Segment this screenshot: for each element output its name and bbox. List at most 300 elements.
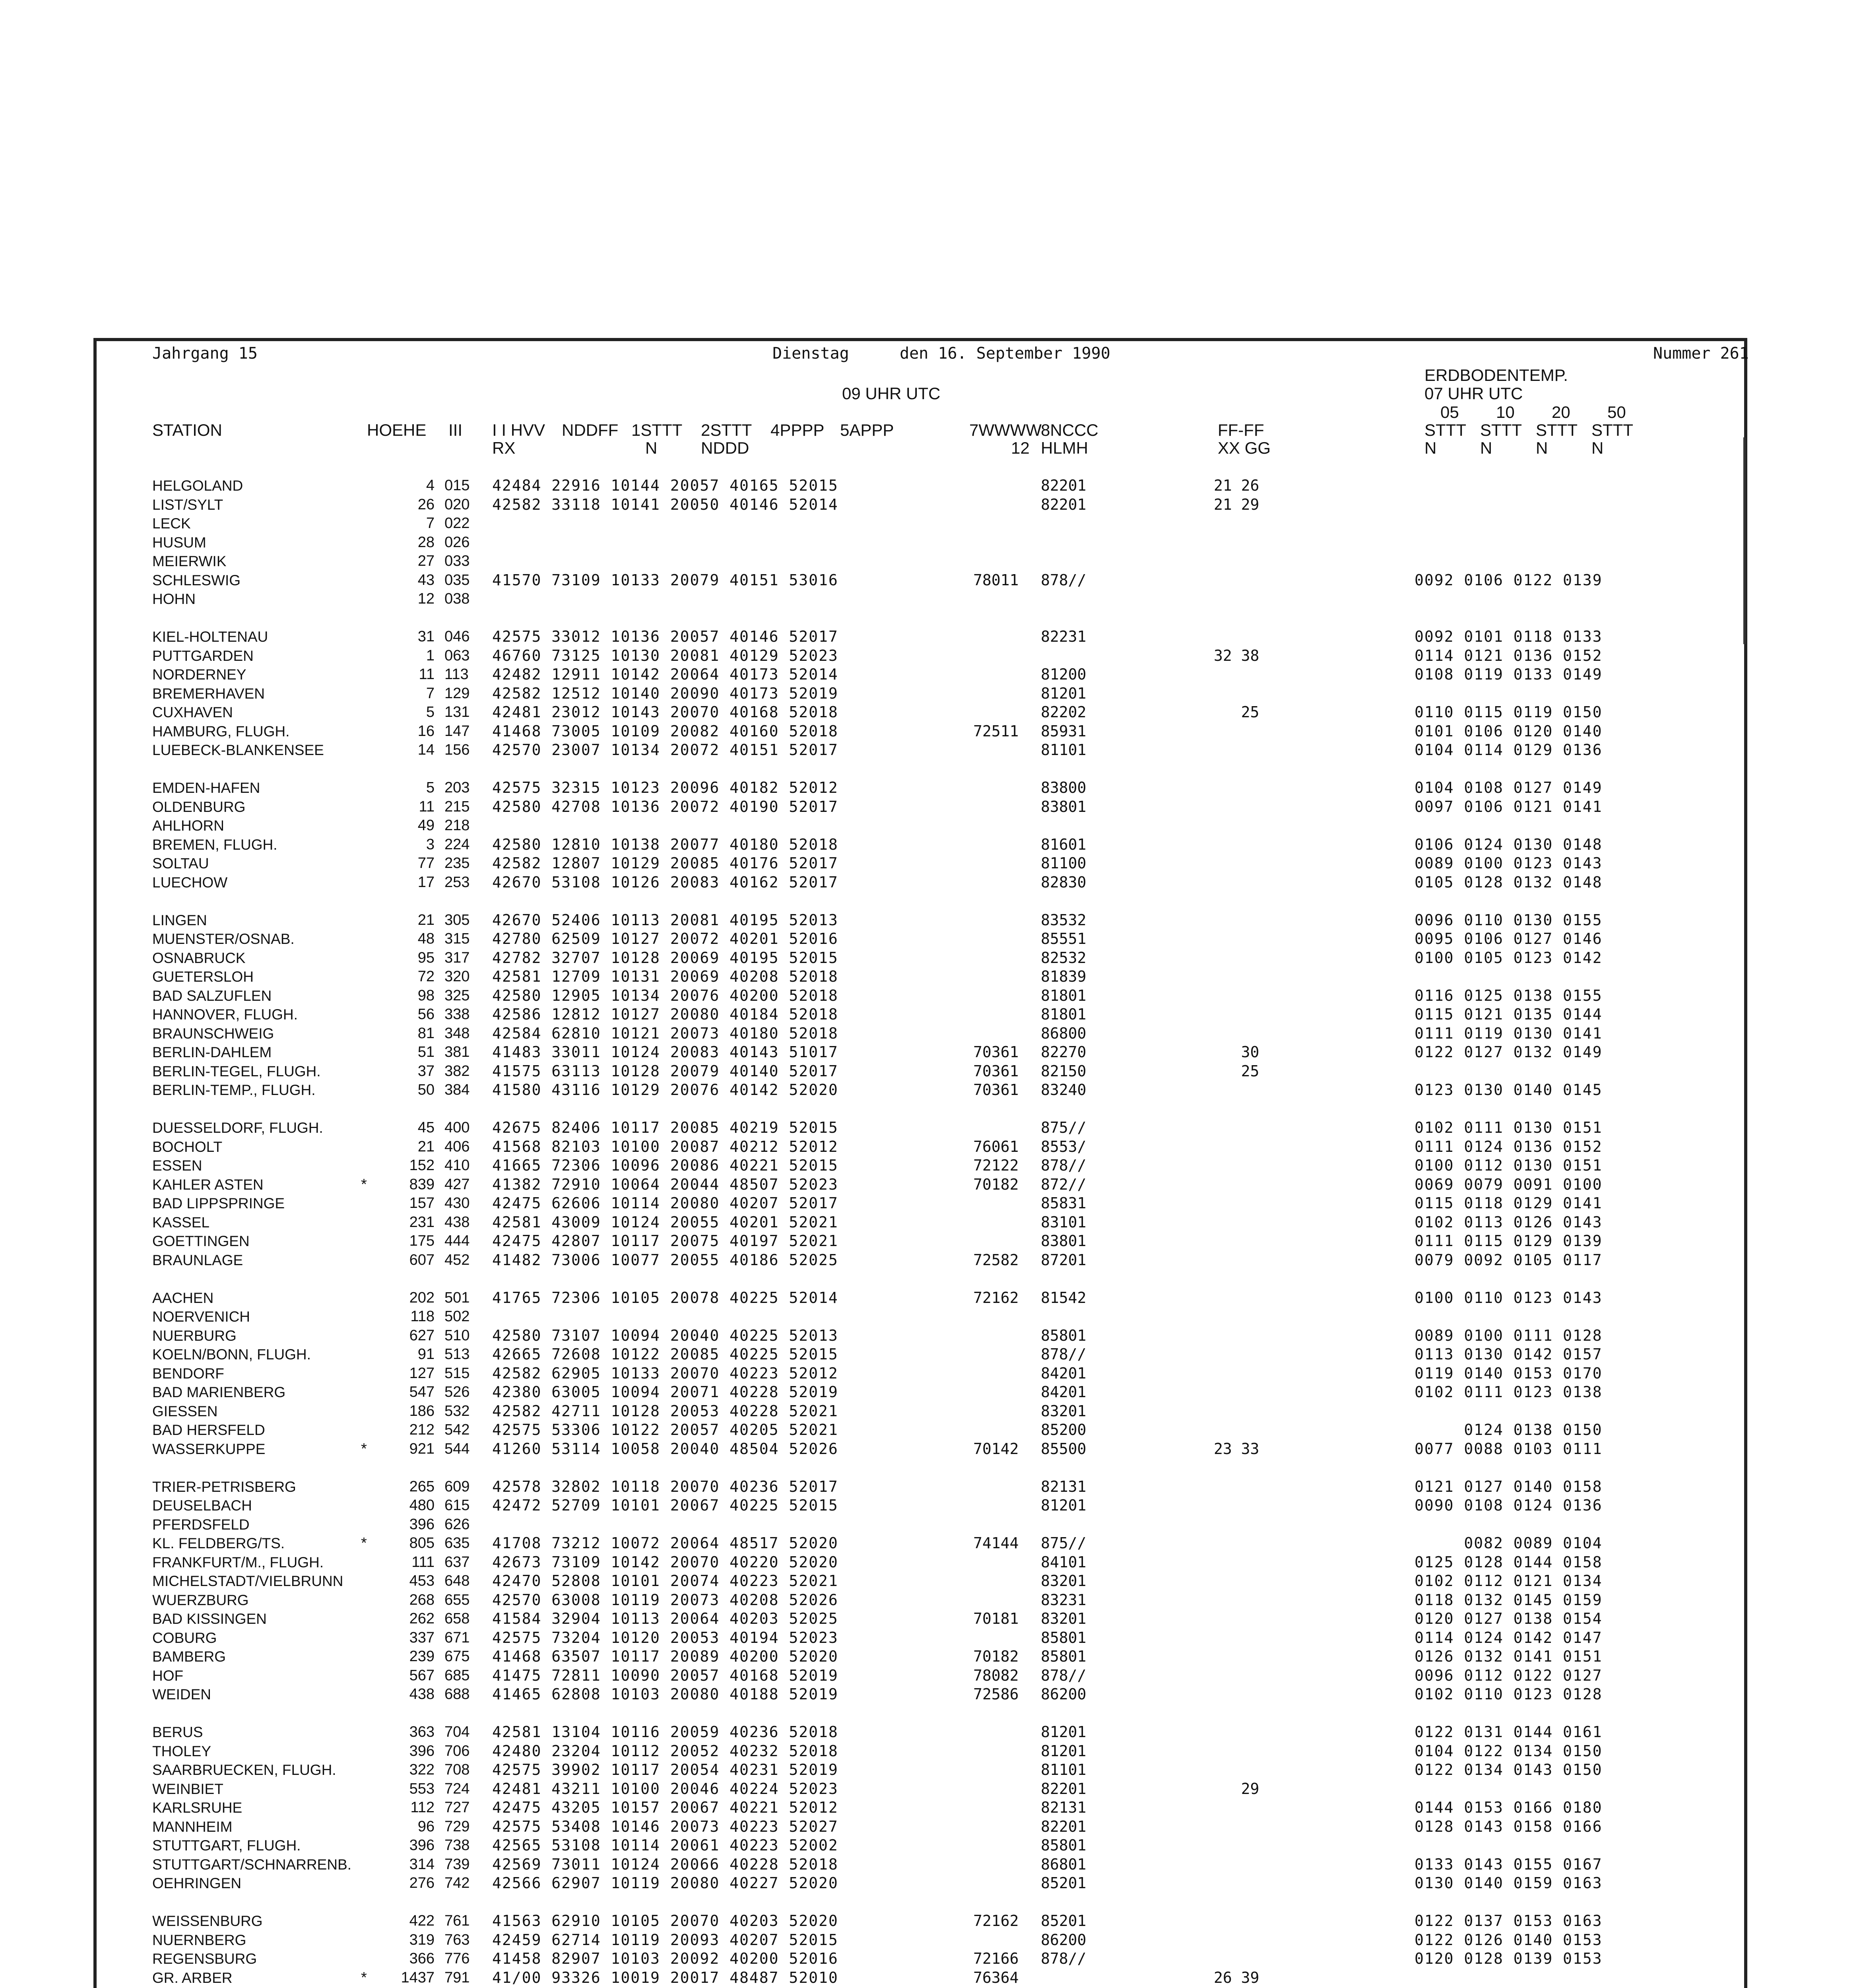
cloud-group: 81200 — [1041, 666, 1087, 683]
date-label: den 16. September 1990 — [900, 344, 1110, 363]
cloud-group: 878// — [1041, 1157, 1087, 1174]
station-name: FRANKFURT/M., FLUGH. — [152, 1554, 324, 1571]
table-row — [97, 1647, 1750, 1666]
weather-group: 72582 — [973, 1251, 1019, 1269]
table-row — [97, 1969, 1750, 1988]
station-name: EMDEN-HAFEN — [152, 780, 260, 796]
station-height: 17 — [417, 874, 435, 891]
station-height: 27 — [417, 553, 435, 569]
weather-group: 72511 — [973, 722, 1019, 740]
station-name: DEUSELBACH — [152, 1497, 252, 1514]
cloud-group: 81542 — [1041, 1289, 1087, 1307]
synop-groups: 42586 12812 10127 20080 40184 52018 — [492, 1006, 838, 1023]
station-index: 406 — [444, 1138, 470, 1155]
station-height: 567 — [409, 1667, 435, 1684]
table-row — [97, 1118, 1750, 1138]
soil-temps: 0114 0124 0142 0147 — [1415, 1629, 1603, 1646]
station-height: 202 — [409, 1289, 435, 1306]
table-row — [97, 1383, 1750, 1402]
station-name: SOLTAU — [152, 855, 209, 872]
weather-group: 72122 — [973, 1157, 1019, 1174]
col-soil-10: STTT — [1480, 421, 1522, 439]
cloud-group: 82201 — [1041, 477, 1087, 494]
station-name: LECK — [152, 515, 191, 532]
station-name: HAMBURG, FLUGH. — [152, 723, 290, 740]
soil-depth-05: 05 — [1440, 403, 1459, 421]
soil-temp-title: ERDBODENTEMP. — [1424, 366, 1568, 384]
synop-groups: 42570 63008 10119 20073 40208 52026 — [492, 1591, 838, 1609]
table-row — [97, 854, 1750, 873]
table-row — [97, 816, 1750, 835]
cloud-group: 82202 — [1041, 703, 1087, 721]
synop-groups: 42570 23007 10134 20072 40151 52017 — [492, 741, 838, 759]
station-name: STUTTGART/SCHNARRENB. — [152, 1856, 351, 1873]
station-index: 046 — [444, 628, 470, 645]
table-row — [97, 665, 1750, 684]
table-row — [97, 1024, 1750, 1043]
table-row — [97, 1421, 1750, 1440]
col-station: STATION — [152, 421, 222, 439]
gust-group: 21 26 — [1214, 477, 1259, 494]
station-index: 131 — [444, 704, 470, 720]
cloud-group: 86800 — [1041, 1024, 1087, 1042]
station-name: AACHEN — [152, 1289, 214, 1306]
synop-groups: 42582 42711 10128 20053 40228 52021 — [492, 1402, 838, 1420]
station-name: GR. ARBER — [152, 1969, 233, 1986]
cloud-group: 84201 — [1041, 1383, 1087, 1401]
soil-temps: 0102 0110 0123 0128 — [1415, 1685, 1603, 1703]
table-row — [97, 1289, 1750, 1308]
weather-group: 70361 — [973, 1081, 1019, 1099]
table-row — [97, 1213, 1750, 1232]
station-name: COBURG — [152, 1629, 217, 1646]
station-height: 51 — [417, 1044, 435, 1060]
station-index: 022 — [444, 515, 470, 532]
station-name: KOELN/BONN, FLUGH. — [152, 1346, 311, 1363]
synop-groups: 42580 12810 10138 20077 40180 52018 — [492, 835, 838, 853]
station-height: 839 — [409, 1176, 435, 1193]
table-row — [97, 1194, 1750, 1213]
table-row — [97, 1138, 1750, 1157]
station-height: 396 — [409, 1742, 435, 1759]
cloud-group: 86200 — [1041, 1685, 1087, 1703]
col-ff: FF-FF — [1218, 421, 1264, 439]
synop-groups: 41468 63507 10117 20089 40200 52020 — [492, 1648, 838, 1665]
col-soil-50: STTT — [1591, 421, 1633, 439]
mountain-marker: * — [361, 1535, 367, 1551]
station-index: 348 — [444, 1025, 470, 1042]
station-height: 5 — [426, 704, 435, 720]
table-row — [97, 1232, 1750, 1251]
station-height: 627 — [409, 1327, 435, 1344]
soil-temps: 0104 0108 0127 0149 — [1415, 779, 1603, 796]
station-height: 186 — [409, 1402, 435, 1419]
synop-groups: 42582 12512 10140 20090 40173 52019 — [492, 684, 838, 702]
station-height: 921 — [409, 1440, 435, 1457]
soil-depth-10: 10 — [1496, 403, 1515, 421]
station-name: BAD HERSFELD — [152, 1422, 265, 1438]
table-row — [97, 967, 1750, 986]
synop-groups: 42580 12905 10134 20076 40200 52018 — [492, 986, 838, 1004]
station-name: WASSERKUPPE — [152, 1441, 266, 1457]
soil-temps: 0102 0111 0123 0138 — [1415, 1383, 1603, 1401]
gust-group: 25 — [1214, 703, 1259, 721]
soil-temps: 0144 0153 0166 0180 — [1415, 1799, 1603, 1816]
cloud-group: 878// — [1041, 1666, 1087, 1684]
station-rows — [97, 476, 1750, 1988]
synop-groups: 41483 33011 10124 20083 40143 51017 — [492, 1043, 838, 1061]
station-index: 502 — [444, 1308, 470, 1325]
station-index: 738 — [444, 1837, 470, 1854]
col-1sttt-sub: N — [645, 439, 658, 457]
synop-groups: 42475 42807 10117 20075 40197 52021 — [492, 1232, 838, 1250]
cloud-group: 81601 — [1041, 835, 1087, 853]
station-index: 776 — [444, 1950, 470, 1967]
station-index: 763 — [444, 1931, 470, 1948]
soil-temps: 0113 0130 0142 0157 — [1415, 1345, 1603, 1363]
station-height: 319 — [409, 1931, 435, 1948]
soil-temps: 0102 0111 0130 0151 — [1415, 1119, 1603, 1136]
station-height: 14 — [417, 742, 435, 758]
synop-groups: 42566 62907 10119 20080 40227 52020 — [492, 1874, 838, 1892]
station-name: BRAUNSCHWEIG — [152, 1025, 274, 1042]
synop-groups: 42584 62810 10121 20073 40180 52018 — [492, 1024, 838, 1042]
synop-groups: 41482 73006 10077 20055 40186 52025 — [492, 1251, 838, 1269]
station-index: 615 — [444, 1497, 470, 1514]
station-index: 739 — [444, 1856, 470, 1873]
station-name: NUERNBERG — [152, 1932, 246, 1948]
station-name: KIEL-HOLTENAU — [152, 629, 268, 645]
table-row — [97, 1062, 1750, 1081]
col-soil-20-sub: N — [1536, 439, 1548, 457]
station-height: 43 — [417, 571, 435, 588]
col-nddff: NDDFF — [562, 421, 619, 439]
station-height: 3 — [426, 836, 435, 853]
station-height: 265 — [409, 1478, 435, 1495]
station-index: 382 — [444, 1062, 470, 1079]
gust-group: 21 29 — [1214, 495, 1259, 513]
station-index: 015 — [444, 477, 470, 494]
synop-groups: 42575 32315 10123 20096 40182 52012 — [492, 779, 838, 796]
weather-group: 70361 — [973, 1043, 1019, 1061]
table-row — [97, 1496, 1750, 1515]
station-name: PUTTGARDEN — [152, 647, 254, 664]
table-row — [97, 646, 1750, 666]
soil-temps: 0122 0126 0140 0153 — [1415, 1931, 1603, 1949]
synop-groups: 42580 73107 10094 20040 40225 52013 — [492, 1326, 838, 1344]
synop-groups: 42581 12709 10131 20069 40208 52018 — [492, 968, 838, 985]
station-name: WUERZBURG — [152, 1592, 249, 1608]
table-row — [97, 1931, 1750, 1950]
station-height: 111 — [411, 1553, 435, 1571]
table-row — [97, 1307, 1750, 1326]
cloud-group: 81101 — [1041, 741, 1087, 759]
station-name: LIST/SYLT — [152, 496, 223, 513]
station-index: 215 — [444, 798, 470, 815]
cloud-group: 83201 — [1041, 1572, 1087, 1590]
soil-temps: 0121 0127 0140 0158 — [1415, 1477, 1603, 1495]
soil-temps: 0122 0127 0132 0149 — [1415, 1043, 1603, 1061]
col-7wwww-sub: 12 — [1011, 439, 1030, 457]
soil-temps: 0089 0100 0111 0128 — [1415, 1326, 1603, 1344]
cloud-group: 85201 — [1041, 1912, 1087, 1930]
table-row — [97, 741, 1750, 760]
station-name: LINGEN — [152, 912, 207, 928]
station-index: 685 — [444, 1667, 470, 1684]
station-index: 704 — [444, 1724, 470, 1740]
synop-groups: 41580 43116 10129 20076 40142 52020 — [492, 1081, 838, 1099]
soil-temps: 0090 0108 0124 0136 — [1415, 1497, 1603, 1514]
station-height: 480 — [409, 1497, 435, 1514]
station-name: BENDORF — [152, 1365, 224, 1382]
cloud-group: 81801 — [1041, 986, 1087, 1004]
cloud-group: 83231 — [1041, 1591, 1087, 1609]
table-row — [97, 835, 1750, 854]
soil-temps: 0122 0137 0153 0163 — [1415, 1912, 1603, 1930]
station-index: 430 — [444, 1195, 470, 1211]
synop-groups: 42575 53306 10122 20057 40205 52021 — [492, 1421, 838, 1439]
soil-temps: 0069 0079 0091 0100 — [1415, 1175, 1603, 1193]
col-ff-sub: XX GG — [1218, 439, 1271, 457]
station-name: HANNOVER, FLUGH. — [152, 1006, 298, 1023]
soil-temps: 0104 0122 0134 0150 — [1415, 1742, 1603, 1760]
soil-temps: 0102 0112 0121 0134 — [1415, 1572, 1603, 1590]
station-index: 224 — [444, 836, 470, 853]
station-height: 7 — [426, 515, 435, 532]
synop-groups: 42582 12807 10129 20085 40176 52017 — [492, 854, 838, 872]
soil-depth-50: 50 — [1607, 403, 1626, 421]
table-row — [97, 571, 1750, 590]
table-row — [97, 1553, 1750, 1572]
soil-temps: 0116 0125 0138 0155 — [1415, 986, 1603, 1004]
station-height: 175 — [409, 1233, 435, 1249]
station-name: NOERVENICH — [152, 1309, 250, 1325]
station-name: ESSEN — [152, 1157, 202, 1174]
cloud-group: 83801 — [1041, 798, 1087, 815]
soil-temps: 0125 0128 0144 0158 — [1415, 1553, 1603, 1571]
soil-temps: 0108 0119 0133 0149 — [1415, 666, 1603, 683]
station-index: 671 — [444, 1629, 470, 1646]
cloud-group: 82150 — [1041, 1062, 1087, 1080]
station-height: 805 — [409, 1535, 435, 1551]
station-name: OLDENBURG — [152, 798, 246, 815]
weather-group: 74144 — [973, 1534, 1019, 1552]
table-row — [97, 1855, 1750, 1874]
station-height: 127 — [409, 1365, 435, 1382]
right-rule — [1743, 437, 1746, 644]
station-name: HOF — [152, 1667, 184, 1684]
cloud-group: 85801 — [1041, 1837, 1087, 1854]
cloud-group: 81801 — [1041, 1006, 1087, 1023]
station-height: 72 — [417, 968, 435, 985]
col-soil-10-sub: N — [1480, 439, 1492, 457]
synop-groups: 42459 62714 10119 20093 40207 52015 — [492, 1931, 838, 1949]
table-row — [97, 779, 1750, 798]
table-row — [97, 1345, 1750, 1364]
synop-groups: 41382 72910 10064 20044 48507 52023 — [492, 1175, 838, 1193]
col-ihvv: I I HVV — [492, 421, 545, 439]
station-name: WEISSENBURG — [152, 1913, 263, 1929]
cloud-group: 85801 — [1041, 1629, 1087, 1646]
cloud-group: 81101 — [1041, 1761, 1087, 1778]
weather-group: 70182 — [973, 1648, 1019, 1665]
cloud-group: 83101 — [1041, 1213, 1087, 1231]
station-index: 384 — [444, 1081, 470, 1098]
station-height: 5 — [426, 779, 435, 796]
station-height: 322 — [409, 1761, 435, 1778]
soil-temps: 0114 0121 0136 0152 — [1415, 646, 1603, 664]
station-name: WEIDEN — [152, 1686, 211, 1703]
row-spacer — [97, 892, 1750, 911]
soil-temps: 0097 0106 0121 0141 — [1415, 798, 1603, 815]
cloud-group: 82830 — [1041, 873, 1087, 891]
station-height: 28 — [417, 534, 435, 551]
station-index: 317 — [444, 949, 470, 966]
station-height: 337 — [409, 1629, 435, 1646]
station-name: KL. FELDBERG/TS. — [152, 1535, 285, 1551]
station-index: 147 — [444, 722, 470, 740]
synop-groups: 41465 62808 10103 20080 40188 52019 — [492, 1685, 838, 1703]
table-row — [97, 1780, 1750, 1799]
cloud-group: 81839 — [1041, 968, 1087, 985]
col-soil-50-sub: N — [1591, 439, 1604, 457]
col-7wwww: 7WWWW — [969, 421, 1042, 439]
station-height: 49 — [417, 817, 435, 834]
table-row — [97, 1742, 1750, 1761]
station-index: 305 — [444, 911, 470, 928]
synop-groups: 42575 53408 10146 20073 40223 52027 — [492, 1817, 838, 1835]
cloud-group: 87201 — [1041, 1251, 1087, 1269]
station-height: 16 — [417, 722, 435, 740]
soil-temps: 0082 0089 0104 — [1415, 1534, 1603, 1552]
synop-groups: 41260 53114 10058 20040 48504 52026 — [492, 1440, 838, 1458]
soil-temps: 0102 0113 0126 0143 — [1415, 1213, 1603, 1231]
synop-groups: 42578 32802 10118 20070 40236 52017 — [492, 1477, 838, 1495]
station-index: 510 — [444, 1327, 470, 1344]
column-headers — [97, 365, 1750, 468]
soil-temps: 0119 0140 0153 0170 — [1415, 1364, 1603, 1382]
synop-groups: 42575 33012 10136 20057 40146 52017 — [492, 628, 838, 645]
station-index: 513 — [444, 1346, 470, 1363]
weather-group: 78082 — [973, 1666, 1019, 1684]
station-name: BAD LIPPSPRINGE — [152, 1195, 285, 1211]
station-index: 156 — [444, 742, 470, 758]
weather-group: 78011 — [973, 571, 1019, 589]
table-row — [97, 1817, 1750, 1837]
table-row — [97, 1609, 1750, 1629]
station-height: 31 — [417, 628, 435, 645]
station-name: KASSEL — [152, 1214, 210, 1231]
station-index: 203 — [444, 779, 470, 796]
station-height: 7 — [426, 685, 435, 702]
day-label: Dienstag — [772, 344, 849, 363]
table-row — [97, 1836, 1750, 1855]
cloud-group: 878// — [1041, 1345, 1087, 1363]
synop-groups: 42475 62606 10114 20080 40207 52017 — [492, 1194, 838, 1212]
soil-temps: 0124 0138 0150 — [1415, 1421, 1603, 1439]
synop-groups: 41584 32904 10113 20064 40203 52025 — [492, 1610, 838, 1627]
soil-temps: 0096 0112 0122 0127 — [1415, 1666, 1603, 1684]
cloud-group: 83201 — [1041, 1402, 1087, 1420]
row-spacer — [97, 1270, 1750, 1289]
gust-group: 32 38 — [1214, 646, 1259, 664]
table-row — [97, 552, 1750, 571]
station-name: TRIER-PETRISBERG — [152, 1478, 296, 1495]
station-name: BRAUNLAGE — [152, 1252, 243, 1268]
soil-temps: 0100 0110 0123 0143 — [1415, 1289, 1603, 1307]
station-index: 026 — [444, 534, 470, 551]
soil-temps: 0115 0118 0129 0141 — [1415, 1194, 1603, 1212]
station-height: 438 — [409, 1686, 435, 1703]
station-name: BAD KISSINGEN — [152, 1611, 267, 1627]
station-index: 729 — [444, 1818, 470, 1835]
station-height: 112 — [410, 1799, 435, 1816]
cloud-group: 81201 — [1041, 684, 1087, 702]
synop-groups: 42675 82406 10117 20085 40219 52015 — [492, 1119, 838, 1136]
station-index: 515 — [444, 1365, 470, 1382]
station-index: 113 — [444, 666, 469, 683]
row-spacer — [97, 1704, 1750, 1723]
cloud-group: 85801 — [1041, 1648, 1087, 1665]
station-name: SAARBRUECKEN, FLUGH. — [152, 1762, 336, 1778]
station-height: 96 — [417, 1818, 435, 1835]
soil-temps: 0077 0088 0103 0111 — [1415, 1440, 1603, 1458]
cloud-group: 81201 — [1041, 1723, 1087, 1741]
station-name: GUETERSLOH — [152, 969, 254, 985]
station-index: 438 — [444, 1213, 470, 1231]
station-index: 706 — [444, 1742, 470, 1759]
station-index: 020 — [444, 496, 470, 513]
station-name: BERLIN-TEMP., FLUGH. — [152, 1082, 316, 1098]
soil-temps: 0110 0115 0119 0150 — [1415, 703, 1603, 721]
station-name: BAD MARIENBERG — [152, 1384, 286, 1400]
synop-groups: 41708 73212 10072 20064 48517 52020 — [492, 1534, 838, 1552]
table-row — [97, 476, 1750, 495]
soil-temps: 0126 0132 0141 0151 — [1415, 1648, 1603, 1665]
station-index: 532 — [444, 1402, 470, 1419]
soil-temps: 0123 0130 0140 0145 — [1415, 1081, 1603, 1099]
soil-temps: 0100 0112 0130 0151 — [1415, 1157, 1603, 1174]
table-row — [97, 627, 1750, 646]
soil-temps: 0120 0127 0138 0154 — [1415, 1610, 1603, 1627]
cloud-group: 82131 — [1041, 1799, 1087, 1816]
station-height: 45 — [417, 1119, 435, 1136]
station-height: 11 — [419, 798, 435, 815]
synop-groups: 41665 72306 10096 20086 40221 52015 — [492, 1157, 838, 1174]
cloud-group: 878// — [1041, 1950, 1087, 1967]
soil-temps: 0096 0110 0130 0155 — [1415, 911, 1603, 929]
cloud-group: 86801 — [1041, 1855, 1087, 1873]
synop-groups: 42580 42708 10136 20072 40190 52017 — [492, 798, 838, 815]
cloud-group: 875// — [1041, 1119, 1087, 1136]
weather-group: 70361 — [973, 1062, 1019, 1080]
cloud-group: 878// — [1041, 571, 1087, 589]
weather-group: 72162 — [973, 1289, 1019, 1307]
station-height: 37 — [417, 1062, 435, 1079]
cloud-group: 875// — [1041, 1534, 1087, 1552]
cloud-group: 85201 — [1041, 1874, 1087, 1892]
synop-groups: 42780 62509 10127 20072 40201 52016 — [492, 930, 838, 947]
cloud-group: 81100 — [1041, 854, 1087, 872]
synop-groups: 41458 82907 10103 20092 40200 52016 — [492, 1950, 838, 1967]
soil-temps: 0111 0124 0136 0152 — [1415, 1138, 1603, 1155]
station-name: BAD SALZUFLEN — [152, 987, 272, 1004]
table-row — [97, 1798, 1750, 1817]
station-name: MICHELSTADT/VIELBRUNN — [152, 1573, 343, 1589]
station-name: BOCHOLT — [152, 1138, 223, 1155]
station-name: LUECHOW — [152, 874, 228, 891]
synop-groups: 42481 43211 10100 20046 40224 52023 — [492, 1780, 838, 1798]
